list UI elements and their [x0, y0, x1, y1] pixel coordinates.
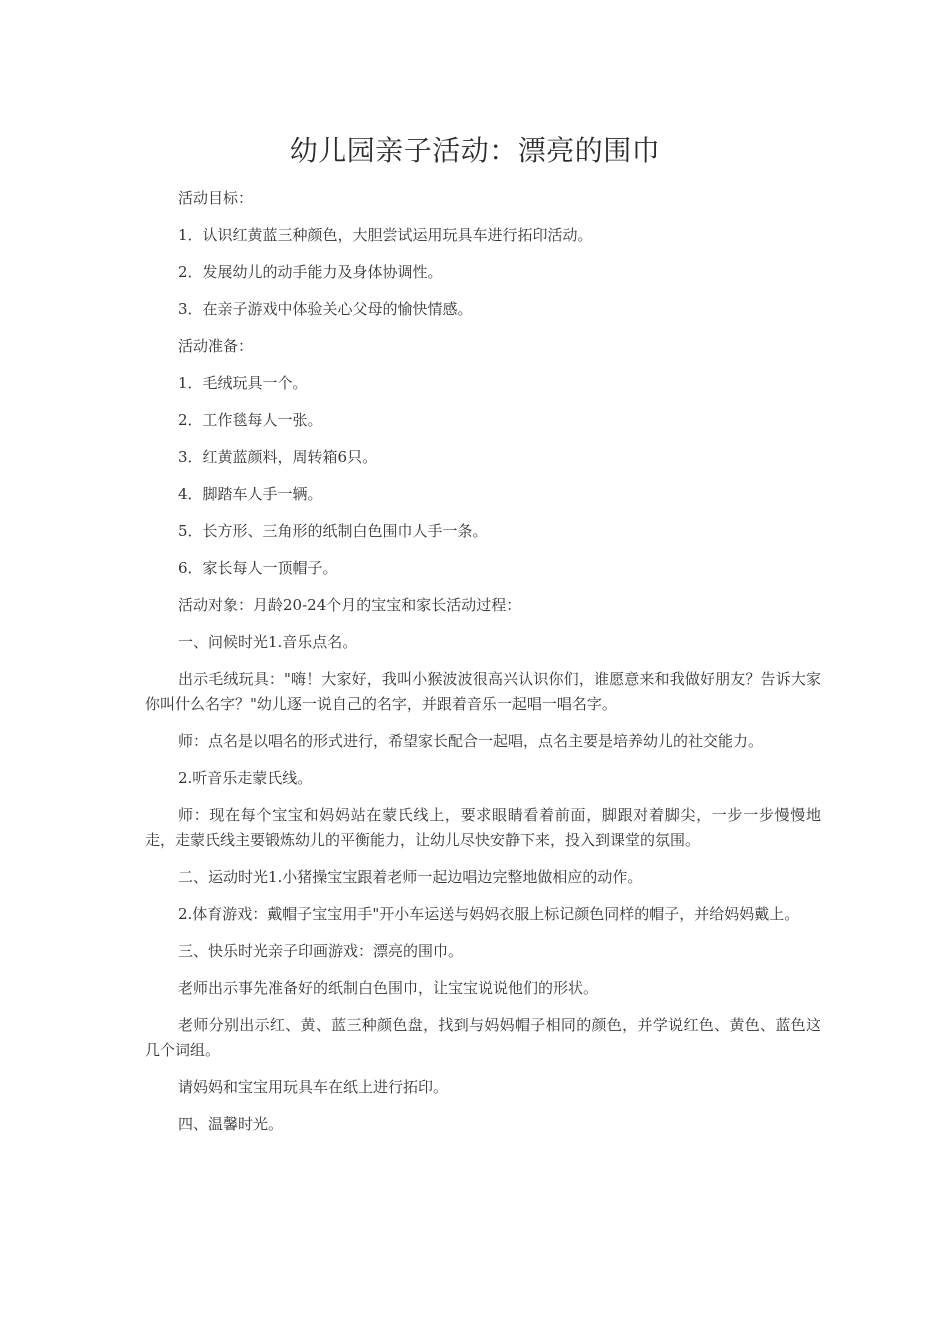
process-paragraph: 老师出示事先准备好的纸制白色围巾，让宝宝说说他们的形状。 [178, 979, 599, 997]
process-step: 二、运动时光1.小猪操宝宝跟着老师一起边唱边完整地做相应的动作。 [178, 868, 643, 886]
process-step: 三、快乐时光亲子印画游戏：漂亮的围巾。 [178, 942, 464, 960]
activity-target: 活动对象：月龄20-24个月的宝宝和家长活动过程： [178, 596, 522, 614]
preparation-item: 5．长方形、三角形的纸制白色围巾人手一条。 [178, 522, 488, 540]
goal-item: 3．在亲子游戏中体验关心父母的愉快情感。 [178, 300, 473, 318]
process-paragraph: 老师分别出示红、黄、蓝三种颜色盘，找到与妈妈帽子相同的颜色，并学说红色、黄色、蓝色这几个词组。 [145, 1016, 821, 1059]
process-paragraph: 师：点名是以唱名的形式进行，希望家长配合一起唱，点名主要是培养幼儿的社交能力。 [178, 732, 764, 750]
document-title: 幼儿园亲子活动：漂亮的围巾 [289, 134, 661, 167]
process-paragraph: 出示毛绒玩具："嗨！大家好，我叫小猴波波很高兴认识你们，谁愿意来和我做好朋友？告诉大家你叫什么名字？"幼儿逐一说自己的名字，并跟着音乐一起唱一唱名字。 [145, 670, 821, 713]
process-paragraph: 2.体育游戏：戴帽子宝宝用手"开小车运送与妈妈衣服上标记颜色同样的帽子，并给妈妈戴上。 [178, 905, 800, 923]
section-heading-preparation: 活动准备： [178, 337, 254, 355]
process-step: 一、问候时光1.音乐点名。 [178, 633, 358, 651]
process-step: 2.听音乐走蒙氏线。 [178, 769, 313, 787]
process-paragraph: 请妈妈和宝宝用玩具车在纸上进行拓印。 [178, 1078, 449, 1096]
preparation-item: 2．工作毯每人一张。 [178, 411, 323, 429]
goal-item: 1．认识红黄蓝三种颜色，大胆尝试运用玩具车进行拓印活动。 [178, 226, 593, 244]
preparation-item: 4．脚踏车人手一辆。 [178, 485, 323, 503]
document-body [145, 186, 821, 1149]
preparation-item: 6．家长每人一顶帽子。 [178, 559, 338, 577]
process-paragraph: 师：现在每个宝宝和妈妈站在蒙氏线上，要求眼睛看着前面，脚跟对着脚尖，一步一步慢慢地走，走蒙氏线主要锻炼幼儿的平衡能力，让幼儿尽快安静下来，投入到课堂的氛围。 [145, 806, 821, 849]
goal-item: 2．发展幼儿的动手能力及身体协调性。 [178, 263, 443, 281]
preparation-item: 3．红黄蓝颜料，周转箱6只。 [178, 448, 378, 466]
section-heading-goals: 活动目标： [178, 189, 254, 207]
preparation-item: 1．毛绒玩具一个。 [178, 374, 308, 392]
process-step: 四、温馨时光。 [178, 1115, 284, 1133]
